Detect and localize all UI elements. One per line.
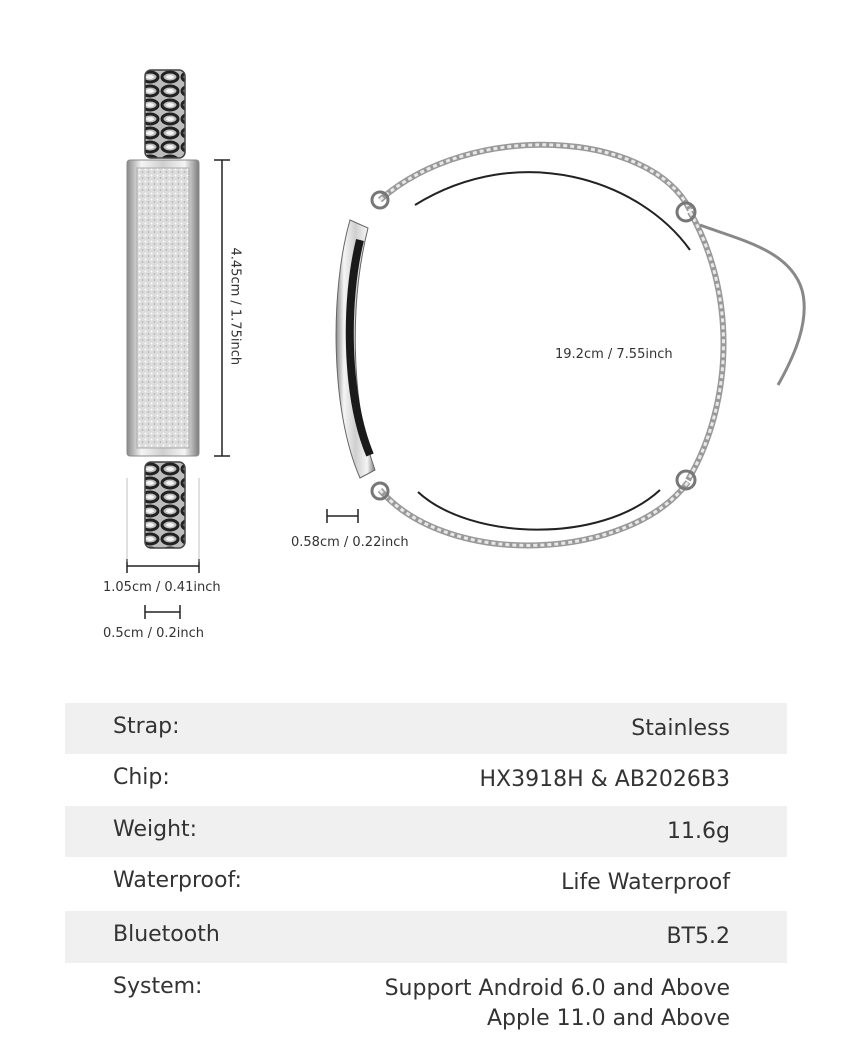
spec-value [561, 857, 730, 898]
spec-row-bluetooth [65, 911, 787, 963]
spec-value-line: HX3918H & AB2026B3 [479, 767, 730, 792]
bracelet-chain-loop [380, 145, 724, 546]
band-length-label: 4.45cm / 1.75inch [227, 247, 243, 366]
spec-row-weight [65, 806, 787, 857]
spec-label: Strap: [113, 714, 180, 739]
specifications-table [65, 703, 787, 1047]
thickness-label: 0.58cm / 0.22inch [291, 535, 409, 550]
spec-value [479, 754, 730, 795]
circumference-label: 19.2cm / 7.55inch [555, 347, 673, 362]
spec-value-line: 11.6g [667, 819, 730, 844]
spec-row-strap [65, 703, 787, 754]
spec-value-line: Support Android 6.0 and Above [384, 976, 730, 1001]
spec-value [631, 703, 730, 744]
thickness-dimension-line [327, 509, 358, 523]
spec-row-system [65, 963, 787, 1047]
side-band [336, 220, 375, 478]
spec-label: Bluetooth [113, 922, 220, 947]
spec-label: Chip: [113, 765, 170, 790]
chain-width-label: 0.5cm / 0.2inch [103, 626, 205, 641]
spec-value-line: Apple 11.0 and Above [486, 1006, 730, 1031]
spec-row-chip [65, 754, 787, 806]
spec-label: System: [113, 974, 203, 999]
spec-label: Waterproof: [113, 868, 242, 893]
top-chain [145, 70, 185, 158]
spec-value [385, 963, 730, 1034]
band-width-label: 1.05cm / 0.41inch [103, 580, 221, 595]
spec-value-line: Stainless [631, 716, 730, 741]
band-body [127, 160, 199, 456]
spec-value-line: BT5.2 [666, 924, 730, 949]
spec-value [667, 806, 730, 847]
extension-chain [700, 225, 804, 385]
spec-label: Weight: [113, 817, 198, 842]
chain-connectors [372, 192, 695, 499]
spec-value [666, 911, 730, 952]
bottom-chain [145, 462, 185, 548]
spec-value-line: Life Waterproof [561, 870, 730, 895]
spec-row-waterproof [65, 857, 787, 911]
chain-width-dimension-line [145, 605, 180, 619]
